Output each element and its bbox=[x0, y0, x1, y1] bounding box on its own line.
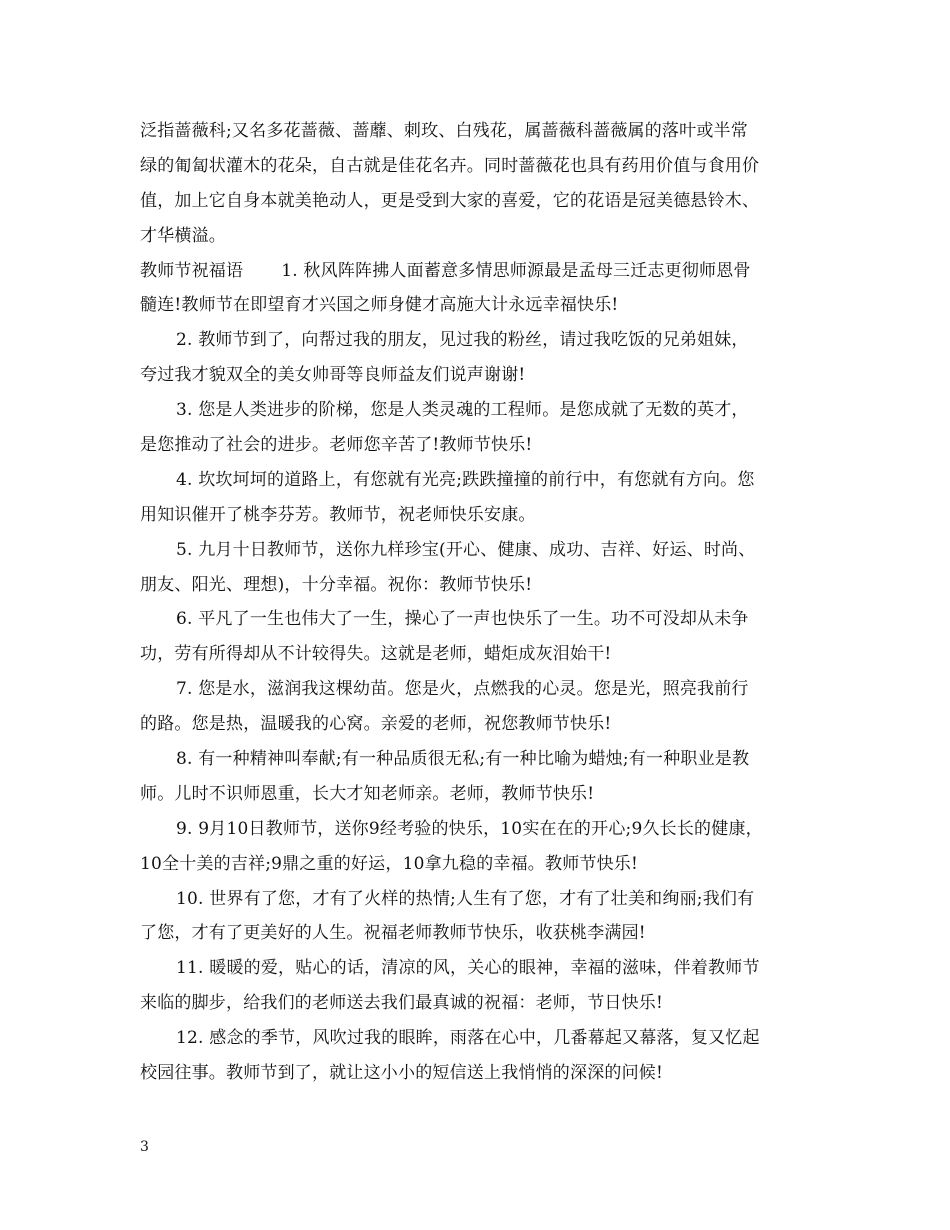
wish-4-line-2: 用知识催开了桃李芬芳。教师节，祝老师快乐安康。 bbox=[140, 504, 536, 525]
wish-10-line-2: 了您，才有了更美好的人生。祝福老师教师节快乐，收获桃李满园! bbox=[140, 923, 646, 944]
wish-9-line-2: 10全十美的吉祥;9鼎之重的好运，10拿九稳的幸福。教师节快乐! bbox=[140, 853, 639, 874]
wish-6-line-2: 功，劳有所得却从不计较得失。这就是老师，蜡炬成灰泪始干! bbox=[140, 644, 612, 665]
wish-12-line-1: 12. 感念的季节，风吹过我的眼眸，雨落在心中，几番幕起又幕落，复又忆起 bbox=[176, 1028, 760, 1049]
page-number: 3 bbox=[140, 1139, 149, 1155]
wish-11-line-1: 11. 暖暖的爱，贴心的话，清凉的风，关心的眼神，幸福的滋味，伴着教师节 bbox=[176, 958, 760, 979]
wish-4-line-1: 4. 坎坎坷坷的道路上，有您就有光亮;跌跌撞撞的前行中，有您就有方向。您 bbox=[176, 469, 755, 490]
wish-3-line-2: 是您推动了社会的进步。老师您辛苦了!教师节快乐! bbox=[140, 435, 533, 456]
wish-1-text: 1. 秋风阵阵拂人面蓄意多情思师源最是孟母三迁志更彻师恩骨 bbox=[281, 260, 751, 281]
wish-2-line-1: 2. 教师节到了，向帮过我的朋友，见过我的粉丝，请过我吃饭的兄弟姐妹， bbox=[176, 330, 749, 351]
wish-6-line-1: 6. 平凡了一生也伟大了一生，操心了一声也快乐了一生。功不可没却从未争 bbox=[176, 609, 749, 630]
wish-9-line-1: 9. 9月10日教师节，送你9经考验的快乐，10实在在的开心;9久长长的健康， bbox=[176, 818, 763, 839]
wish-8-line-2: 师。儿时不识师恩重，长大才知老师亲。老师，教师节快乐! bbox=[140, 783, 595, 804]
wish-1-continuation: 髓连!教师节在即望育才兴国之师身健才高施大计永远幸福快乐! bbox=[140, 295, 619, 316]
document-body bbox=[140, 114, 820, 1091]
intro-line-4: 才华横溢。 bbox=[140, 225, 226, 246]
wish-5-line-2: 朋友、阳光、理想)，十分幸福。祝你：教师节快乐! bbox=[140, 574, 533, 595]
wish-8-line-1: 8. 有一种精神叫奉献;有一种品质很无私;有一种比喻为蜡烛;有一种职业是教 bbox=[176, 749, 750, 770]
wish-11-line-2: 来临的脚步，给我们的老师送去我们最真诚的祝福：老师，节日快乐! bbox=[140, 993, 664, 1014]
wish-7-line-2: 的路。您是热，温暖我的心窝。亲爱的老师，祝您教师节快乐! bbox=[140, 714, 612, 735]
intro-line-2: 绿的匍匐状灌木的花朵，自古就是佳花名卉。同时蔷薇花也具有药用价值与食用价 bbox=[140, 155, 760, 176]
intro-line-1: 泛指蔷薇科;又名多花蔷薇、蔷蘼、刺玫、白残花，属蔷薇科蔷薇属的落叶或半常 bbox=[140, 121, 748, 141]
intro-line-3: 值，加上它自身本就美艳动人，更是受到大家的喜爱，它的花语是冠美德悬铃木、 bbox=[140, 190, 760, 211]
section-heading-line bbox=[140, 254, 820, 289]
wish-3-line-1: 3. 您是人类进步的阶梯，您是人类灵魂的工程师。是您成就了无数的英才， bbox=[176, 400, 749, 421]
section-title: 教师节祝福语 bbox=[140, 260, 244, 281]
wish-7-line-1: 7. 您是水，滋润我这棵幼苗。您是火，点燃我的心灵。您是光，照亮我前行 bbox=[176, 679, 749, 700]
wish-2-line-2: 夸过我才貌双全的美女帅哥等良师益友们说声谢谢! bbox=[140, 365, 526, 386]
wish-12-line-2: 校园往事。教师节到了，就让这小小的短信送上我悄悄的深深的问候! bbox=[140, 1063, 664, 1084]
wish-10-line-1: 10. 世界有了您，才有了火样的热情;人生有了您，才有了壮美和绚丽;我们有 bbox=[176, 888, 755, 909]
wish-5-line-1: 5. 九月十日教师节，送你九样珍宝(开心、健康、成功、吉祥、好运、时尚、 bbox=[176, 539, 756, 560]
